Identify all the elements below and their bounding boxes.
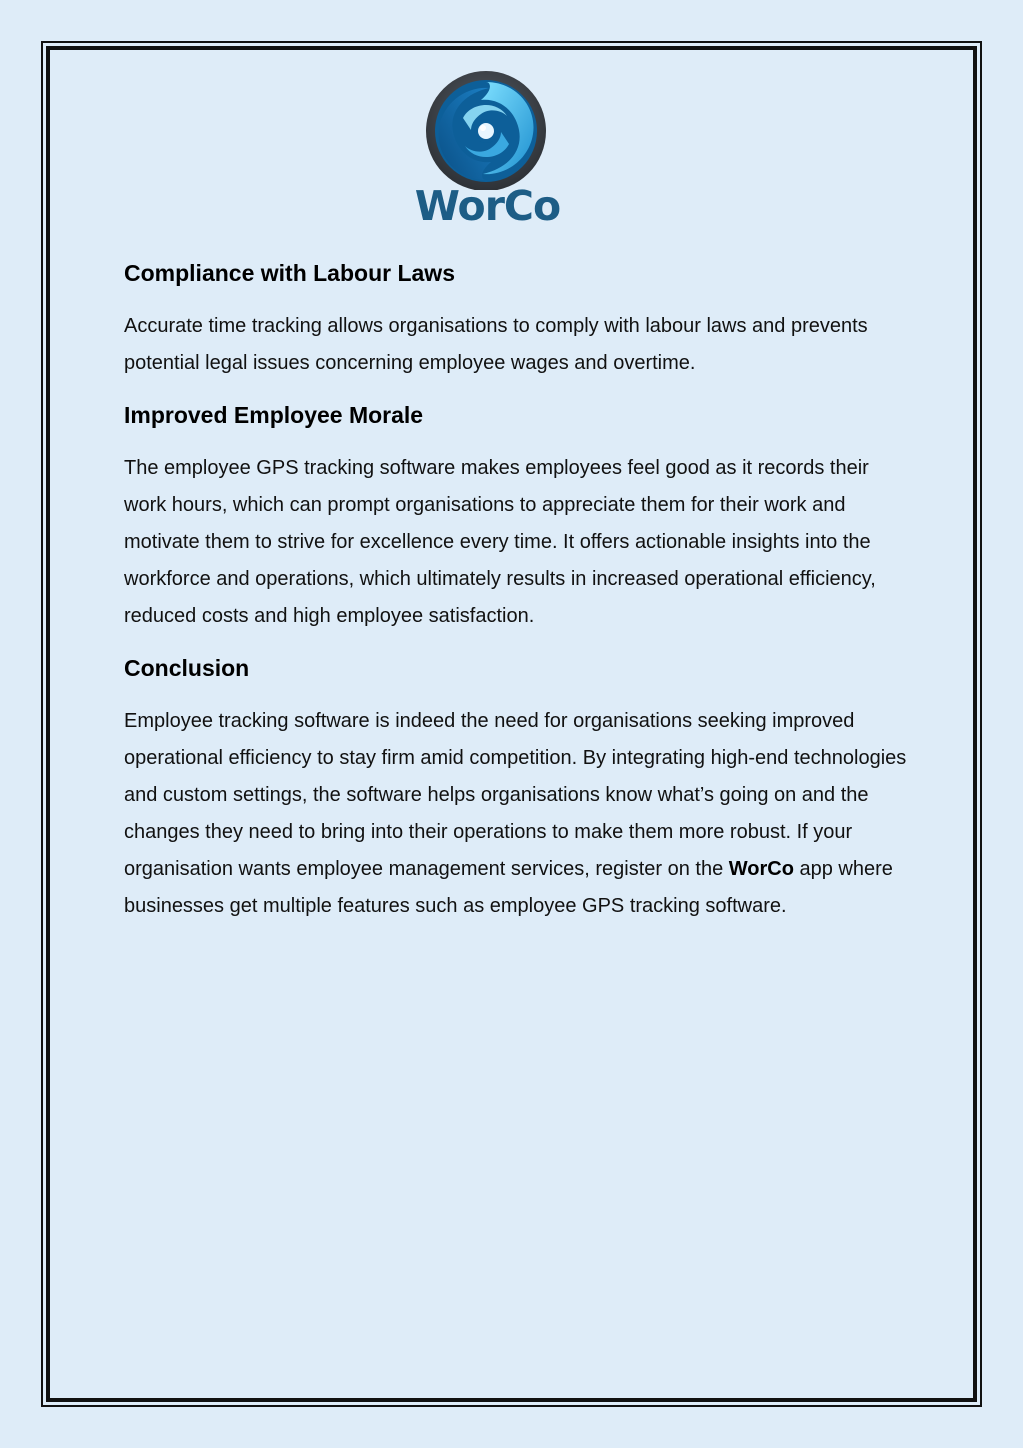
heading-conclusion: Conclusion [124, 655, 250, 681]
worco-logo [405, 68, 570, 238]
worco-brand-name: WorCo [728, 858, 794, 880]
heading-compliance: Compliance with Labour Laws [124, 260, 455, 286]
paragraph-employee-morale: The employee GPS tracking software makes employees feel good as it records their work hours, which can prompt organisations to appreciate them for their work and motivate them to strive for excellence every time. It offers actionable insights into the workforce and operations, which ultimately results in increased operational efficiency, reduced costs and high employee satisfaction. [124, 457, 876, 627]
heading-employee-morale: Improved Employee Morale [124, 402, 424, 428]
document-body [124, 256, 914, 925]
swirl-logo-icon [405, 68, 570, 190]
conclusion-text-after: app where businesses get multiple features such as employee GPS tracking software. [124, 858, 893, 917]
conclusion-text-before: Employee tracking software is indeed the need for organisations seeking improved operational efficiency to stay firm amid competition. By integrating high-end technologies and custom settings, the software helps organisations know what’s going on and the changes they need to bring into their operations to make them more robust. If your organisation wants employee management services, register on the [124, 710, 907, 880]
paragraph-conclusion [124, 703, 914, 925]
logo-wordmark: WorCo [414, 182, 561, 230]
paragraph-compliance: Accurate time tracking allows organisations to comply with labour laws and prevents potential legal issues concerning employee wages and overtime. [124, 315, 868, 374]
